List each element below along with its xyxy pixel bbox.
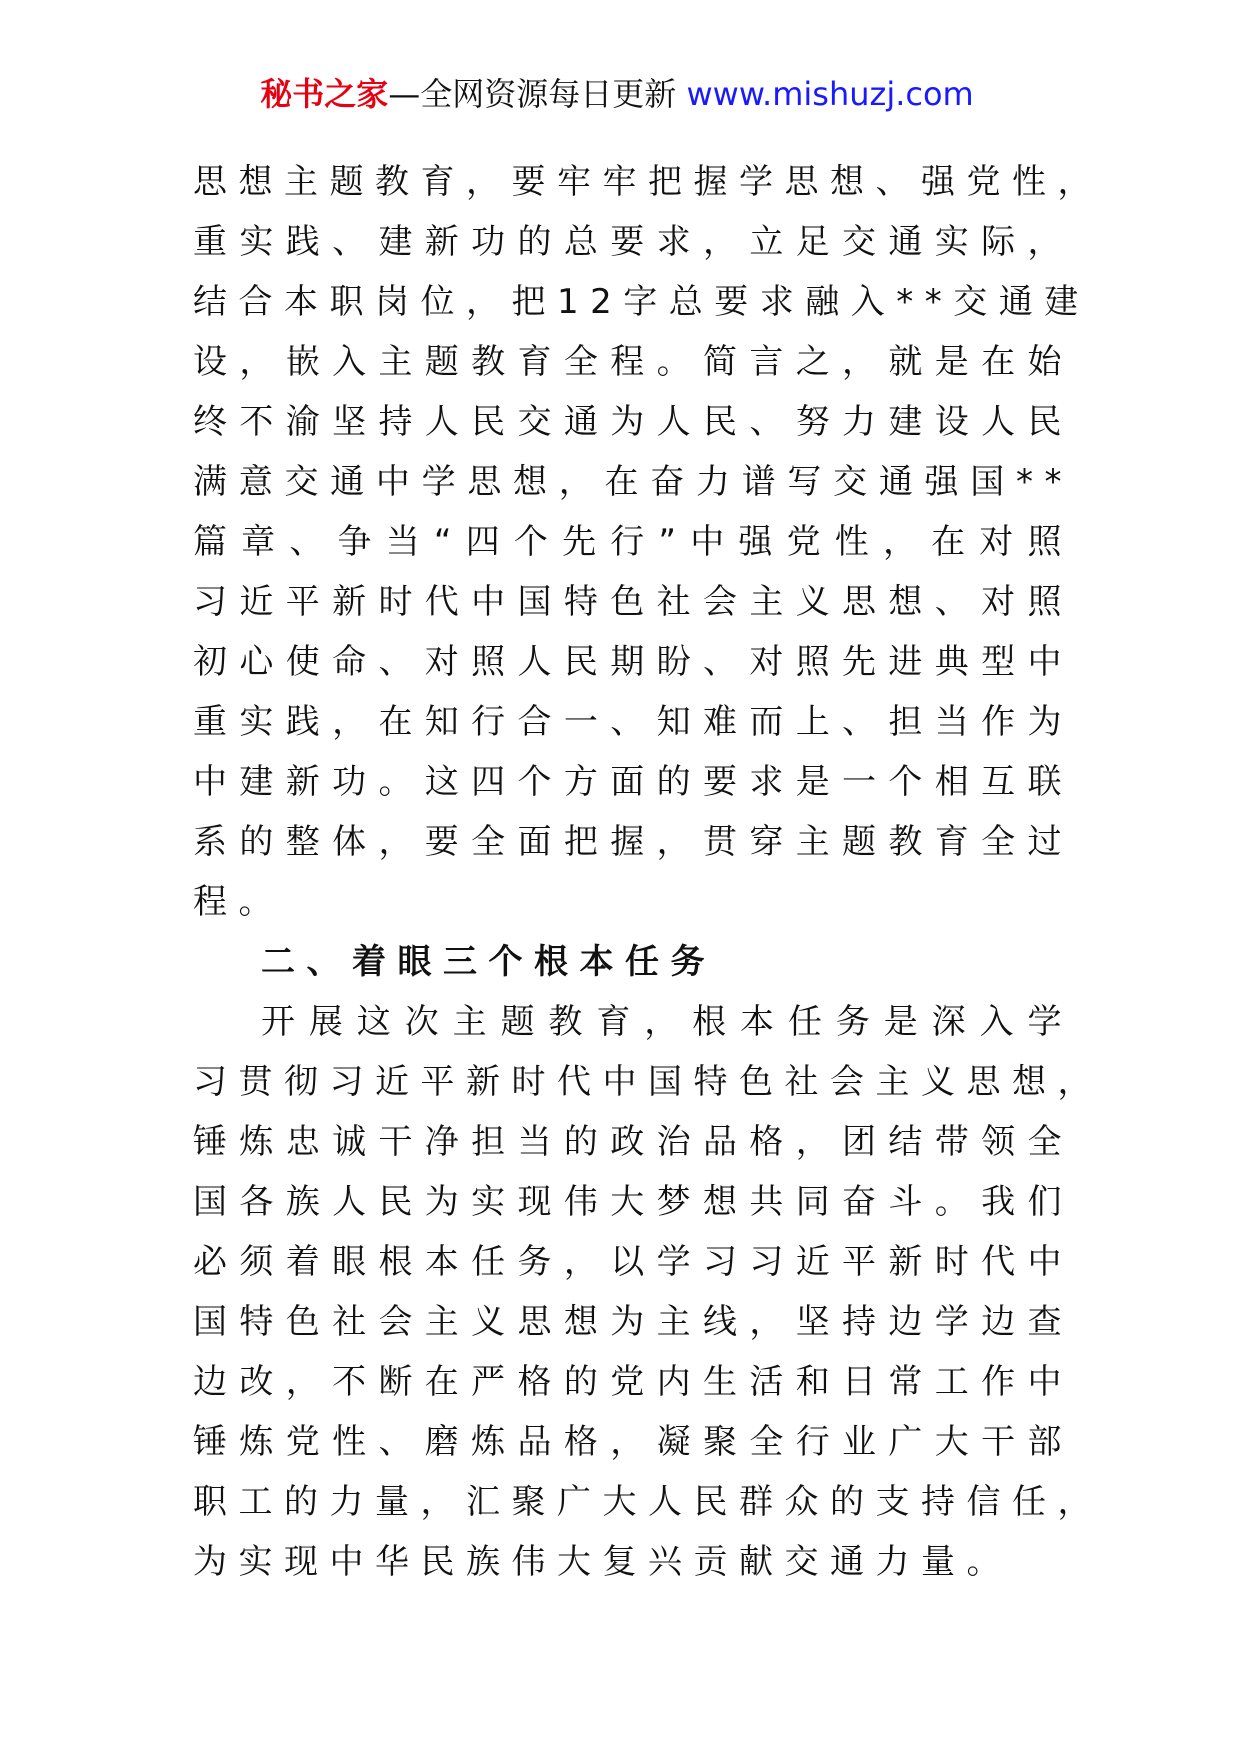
text-line: 开展这次主题教育，根本任务是深入学 [261,1002,1073,1042]
text-line: 国特色社会主义思想为主线，坚持边学边查 [193,1302,1073,1342]
text-line: 重实践，在知行合一、知难而上、担当作为 [193,702,1073,742]
text-line: 中建新功。这四个方面的要求是一个相互联 [193,762,1073,802]
site-url-link[interactable]: www.mishuzj.com [686,75,974,113]
text-line: 思想主题教育，要牢牢把握学思想、强党性， [193,162,1103,202]
document-body [193,152,1103,1592]
page-header [0,72,1234,116]
text-line: 结合本职岗位，把12字总要求融入**交通建 [193,282,1090,322]
site-brand: 秘书之家 [260,75,389,113]
text-line: 设，嵌入主题教育全程。简言之，就是在始 [193,342,1073,382]
text-line: 篇章、争当“四个先行”中强党性，在对照 [193,522,1073,562]
text-line: 为实现中华民族伟大复兴贡献交通力量。 [193,1542,1012,1582]
text-line: 终不渝坚持人民交通为人民、努力建设人民 [193,402,1073,442]
text-line: 锤炼忠诚干净担当的政治品格，团结带领全 [193,1122,1073,1162]
text-line: 国各族人民为实现伟大梦想共同奋斗。我们 [193,1182,1073,1222]
site-slogan: —全网资源每日更新 [388,75,687,113]
text-line: 必须着眼根本任务，以学习习近平新时代中 [193,1242,1073,1282]
text-line: 边改，不断在严格的党内生活和日常工作中 [193,1362,1073,1402]
text-line: 满意交通中学思想，在奋力谱写交通强国** [193,462,1073,502]
text-line: 程。 [193,882,284,922]
text-line: 系的整体，要全面把握，贯穿主题教育全过 [193,822,1073,862]
paragraph [193,152,1103,932]
text-line: 锤炼党性、磨炼品格，凝聚全行业广大干部 [193,1422,1073,1462]
text-line: 初心使命、对照人民期盼、对照先进典型中 [193,642,1073,682]
section-heading: 二、着眼三个根本任务 [261,942,716,982]
paragraph [193,992,1103,1592]
text-line: 职工的力量，汇聚广大人民群众的支持信任， [193,1482,1103,1522]
text-line: 重实践、建新功的总要求，立足交通实际， [193,222,1073,262]
text-line: 习贯彻习近平新时代中国特色社会主义思想， [193,1062,1103,1102]
text-line: 习近平新时代中国特色社会主义思想、对照 [193,582,1073,622]
